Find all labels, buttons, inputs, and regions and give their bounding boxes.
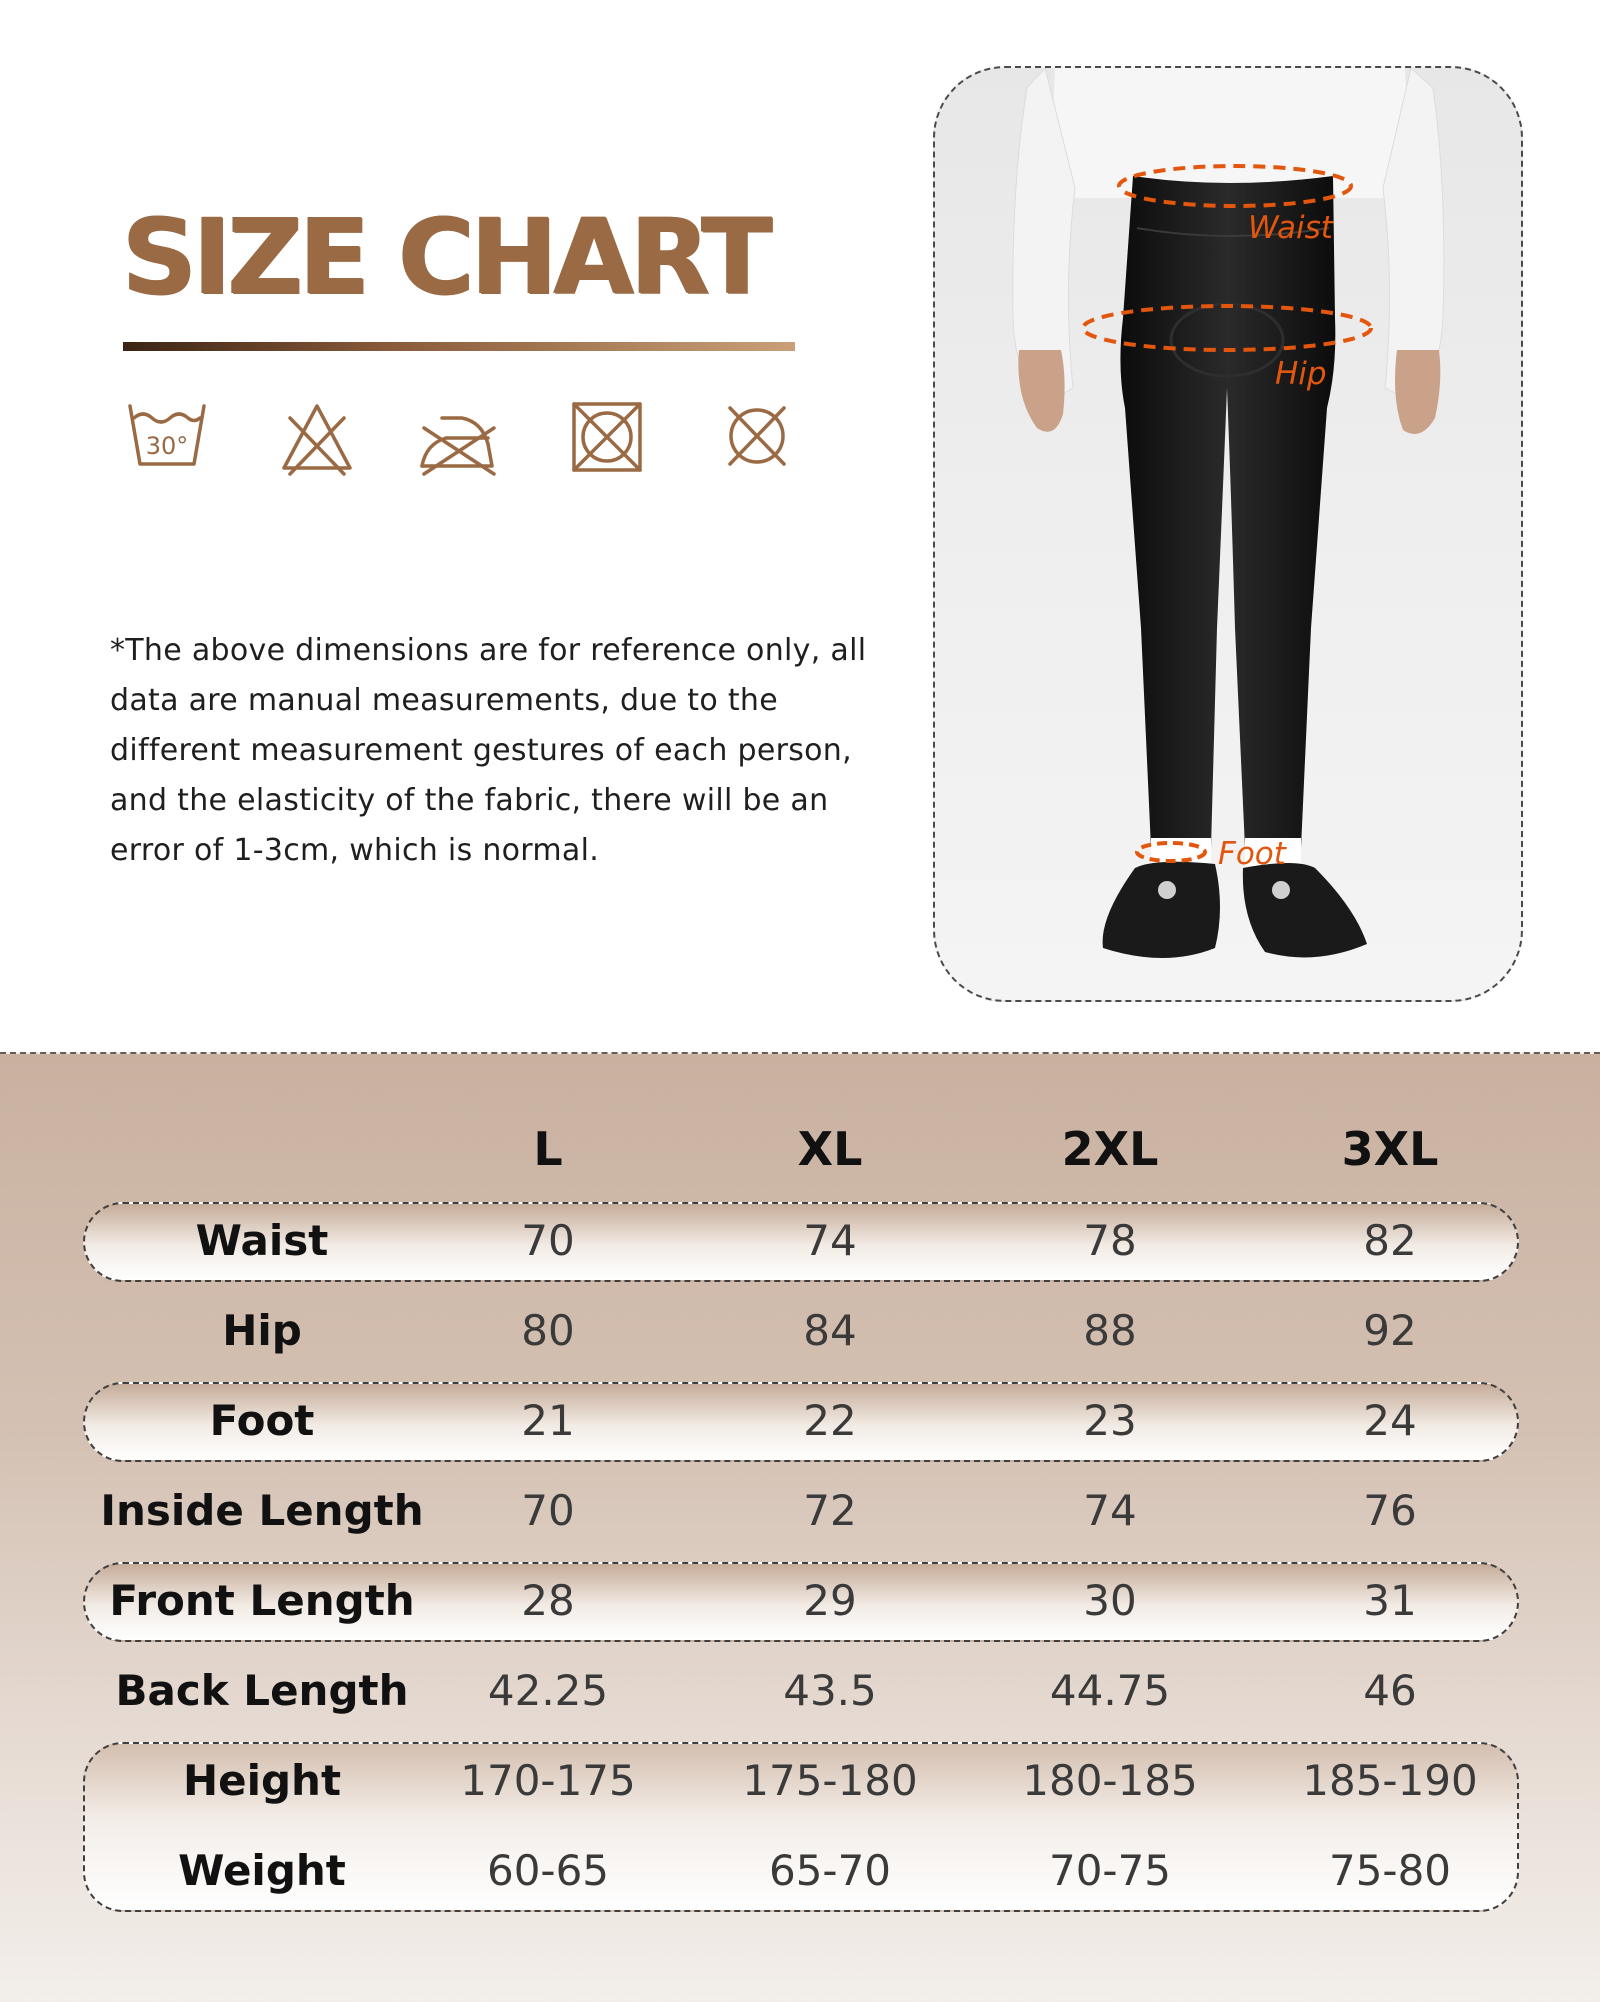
table-cell: 185-190	[1302, 1756, 1478, 1805]
table-cell: 80	[521, 1306, 575, 1355]
no-bleach-icon	[276, 398, 358, 478]
table-cell: 24	[1363, 1396, 1417, 1445]
table-cell: 74	[803, 1216, 857, 1265]
row-label-front-length: Front Length	[109, 1576, 415, 1625]
row-label-foot: Foot	[209, 1396, 315, 1445]
table-cell: 84	[803, 1306, 857, 1355]
table-cell: 43.5	[783, 1666, 877, 1715]
page-title: SIZE CHART	[122, 196, 769, 318]
row-label-weight: Weight	[178, 1846, 346, 1895]
no-tumble-dry-icon	[566, 398, 648, 478]
size-header-l: L	[533, 1122, 563, 1176]
table-cell: 70-75	[1048, 1846, 1172, 1895]
table-cell: 72	[803, 1486, 857, 1535]
measurement-note: *The above dimensions are for reference only, all data are manual measurements, due to the different measurement gestures of each person, and the elasticity of the fabric, there will be an error of 1-3cm, which is normal.	[110, 633, 867, 868]
hip-tag: Hip	[1275, 356, 1327, 392]
table-cell: 21	[521, 1396, 575, 1445]
table-cell: 65-70	[768, 1846, 892, 1895]
waist-tag: Waist	[1248, 210, 1333, 246]
size-header-2xl: 2XL	[1061, 1122, 1159, 1176]
no-dry-clean-icon	[716, 398, 798, 478]
table-cell: 92	[1363, 1306, 1417, 1355]
size-table	[0, 1052, 1600, 2002]
row-label-height: Height	[182, 1756, 342, 1805]
table-cell: 75-80	[1328, 1846, 1452, 1895]
foot-tag: Foot	[1218, 836, 1286, 872]
table-cell: 78	[1083, 1216, 1137, 1265]
model-photo	[933, 66, 1523, 1002]
row-label-back-length: Back Length	[115, 1666, 409, 1715]
table-cell: 70	[521, 1486, 575, 1535]
table-cell: 74	[1083, 1486, 1137, 1535]
table-cell: 60-65	[486, 1846, 610, 1895]
table-cell: 44.75	[1049, 1666, 1171, 1715]
row-label-hip: Hip	[222, 1306, 302, 1355]
table-cell: 82	[1363, 1216, 1417, 1265]
table-cell: 180-185	[1022, 1756, 1198, 1805]
table-cell: 30	[1083, 1576, 1137, 1625]
table-cell: 23	[1083, 1396, 1137, 1445]
table-cell: 22	[803, 1396, 857, 1445]
row-label-inside-length: Inside Length	[100, 1486, 424, 1535]
wash-temp-label: 30°	[145, 432, 189, 460]
table-cell: 28	[521, 1576, 575, 1625]
table-cell: 76	[1363, 1486, 1417, 1535]
table-cell: 170-175	[460, 1756, 636, 1805]
size-header-xl: XL	[797, 1122, 863, 1176]
table-cell: 42.25	[487, 1666, 609, 1715]
table-cell: 70	[521, 1216, 575, 1265]
care-icons	[126, 398, 806, 478]
wash-30-icon	[126, 398, 208, 478]
table-cell: 46	[1363, 1666, 1417, 1715]
title-underline	[123, 342, 795, 351]
no-iron-icon	[416, 398, 498, 478]
size-header-3xl: 3XL	[1341, 1122, 1439, 1176]
table-cell: 29	[803, 1576, 857, 1625]
table-cell: 175-180	[742, 1756, 918, 1805]
row-label-waist: Waist	[195, 1216, 329, 1265]
table-cell: 88	[1083, 1306, 1137, 1355]
table-cell: 31	[1363, 1576, 1417, 1625]
